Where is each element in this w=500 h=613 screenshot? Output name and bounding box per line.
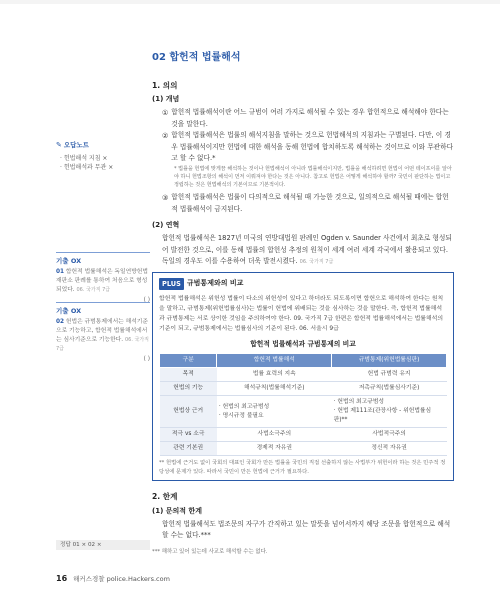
table-cell: · 헌법의 최고규범성 · 명시규정 불필요 bbox=[217, 396, 332, 428]
ox-head: 기출 OX bbox=[56, 252, 150, 266]
table-header: 합헌적 법률해석 bbox=[217, 354, 332, 368]
answer-bracket: ( ) bbox=[143, 297, 150, 304]
section-2 bbox=[152, 491, 454, 556]
plus-header bbox=[159, 278, 447, 290]
plus-title: 규범통제와의 비교 bbox=[186, 279, 244, 288]
numbered-item: ② 합헌적 법률해석은 법률의 해석지침을 말하는 것으로 헌법해석의 지침과는 구별된다. 다만, 이 경우 법률해석이지만 헌법에 대한 해석을 동해 헌법에 합치하도록 해석하는 것이므로 이와 무관하다고 할 수 없다.* bbox=[162, 131, 454, 163]
table-header: 구분 bbox=[160, 354, 217, 368]
answer-key: 정답 01 × 02 × bbox=[56, 540, 150, 550]
table-cell: 해석규칙(법률해석기준) bbox=[217, 382, 332, 396]
table-cell: 헌법 규범력 유지 bbox=[332, 368, 447, 382]
sidebar-memo bbox=[56, 140, 150, 173]
subsection-heading: (2) 연혁 bbox=[152, 221, 180, 230]
footnote: *** 해하고 있어 있는데 사교로 해석할 수는 없다. bbox=[152, 548, 268, 555]
page-footer bbox=[56, 573, 170, 585]
table-row bbox=[160, 442, 447, 456]
table-cell: 사법소극주의 bbox=[217, 428, 332, 442]
memo-item: · 헌법해석 지침 × bbox=[60, 154, 108, 162]
table-cell: 저촉규칙(법률심사기준) bbox=[332, 382, 447, 396]
numbered-item: ① 합헌적 법률해석이란 어느 규범이 여러 가지로 해석될 수 있는 경우 합헌적으로 해석해야 한다는 것을 말한다. bbox=[162, 108, 449, 128]
table-header: 규범통제(위헌법률심판) bbox=[332, 354, 447, 368]
ox-quiz-2 bbox=[56, 302, 150, 364]
section-heading: 2. 한계 bbox=[152, 492, 178, 502]
plus-tag: PLUS bbox=[159, 278, 184, 290]
memo-item: · 헌법해석과 무관 × bbox=[60, 164, 114, 172]
subsection-heading: (1) 문의적 한계 bbox=[152, 506, 202, 515]
table-cell: 목적 bbox=[160, 368, 217, 382]
table-cell: · 헌법의 최고규범성 · 헌법 제111조(관장사항 - 위헌법률심판)** bbox=[332, 396, 447, 428]
answer-bracket: ( ) bbox=[143, 356, 150, 362]
page-number: 16 bbox=[56, 574, 68, 583]
main-content bbox=[152, 50, 454, 556]
ox-head: 기출 OX bbox=[56, 302, 150, 316]
table-cell: 정신적 자유권 bbox=[332, 442, 447, 456]
table-row bbox=[160, 428, 447, 442]
footer-text: 해커스경찰 police.Hackers.com bbox=[73, 575, 170, 583]
pencil-icon: ✎ bbox=[56, 141, 62, 149]
table-row bbox=[160, 396, 447, 428]
table-cell: 헌법의 기능 bbox=[160, 382, 217, 396]
plus-body: 합헌적 법률해석은 위헌성 법률이 다소의 위헌성이 있다고 하더라도 되도록이면 합헌으로 해석하여 한다는 원칙을 말하고, 규범통제(위헌법률심사)는 법률이 헌법에 위배되는 것을 심사하는 것을 말한다. 즉, 합헌적 법률해석과 규범통제는 서로 상이한 것임을 주의하여야 한다. 09. 국가직 7급 한편은 합헌적 법률해석에서는 법률해석의 기준이 되고, 규범통제에서는 법률심사의 기준이 된다. 06. 서울시 9급 bbox=[159, 295, 444, 332]
chapter-title: 02 합헌적 법률해석 bbox=[152, 52, 241, 63]
table-cell: 법률 효력의 지속 bbox=[217, 368, 332, 382]
memo-title: ✎ 오답노트 bbox=[56, 141, 89, 150]
comparison-table bbox=[159, 353, 447, 456]
table-row bbox=[160, 382, 447, 396]
section-heading: 1. 의의 bbox=[152, 80, 178, 90]
table-cell: 헌법상 근거 bbox=[160, 396, 217, 428]
plus-box bbox=[152, 272, 454, 482]
top-bar bbox=[0, 0, 500, 4]
ox-question: 01 합헌적 법률해석은 독일연방헌법재판소 판례를 통하여 처음으로 형성되었다. 06. 국가직 7급 bbox=[56, 269, 149, 294]
table-cell: 사법적극주의 bbox=[332, 428, 447, 442]
table-cell: 경제적 자유권 bbox=[217, 442, 332, 456]
table-header-row bbox=[160, 354, 447, 368]
history-paragraph: 합헌적 법률해석은 1827년 미국의 연방대법원 판례인 Ogden v. Saunder 사건에서 최초로 형성되어 발전한 것으로, 이를 동해 법률의 합헌성 추정의 원칙이 세계 여러 세계 각국에서 활용되고 있다. 독일의 경우도 이를 수용하여 더욱 발전시켰다. 06. 국가직 7급 bbox=[162, 233, 452, 266]
table-cell: 관련 기본권 bbox=[160, 442, 217, 456]
subsection-heading: (1) 개념 bbox=[152, 95, 180, 104]
limit-paragraph: 합헌적 법률해석도 법조문의 자구가 간직하고 있는 말뜻을 넘어서까지 해당 조문을 합헌적으로 해석할 수는 없다.*** bbox=[162, 519, 451, 540]
table-cell: 적극 vs 소극 bbox=[160, 428, 217, 442]
table-row bbox=[160, 368, 447, 382]
table-title: 합헌적 법률해석과 규범통제의 비교 bbox=[250, 339, 356, 348]
ox-quiz-1 bbox=[56, 252, 150, 305]
footnote: * 법률을 헌법에 맞게끔 해석하는 것이나 헌법해석이 아니라 법률해석이지만, 법률을 해석하려면 헌법이 어떤 테이프이를 알아야 하니 헌법조항의 해석이 먼저 이뤄져야 한다는 것은 아니다. 참고로 헌법은 어떻게 해석하야 할까? 국민이 판단하는 법이고 정립하는 것은 헌법해석의 기본이므로 기본적이다. bbox=[174, 165, 452, 188]
ox-question: 02 헌법은 규범통제에서는 해석기준으로 기능하고, 합헌적 법률해석에서는 심사기준으로 기능한다. 06. 국가직 7급 bbox=[56, 319, 150, 353]
table-note: ** 헌법에 근거도 없이 국회의 대표인 국회가 만든 법률을 국민의 직접 선출하지 않는 사법부가 위헌이라 하는 것은 민주적 정당성에 문제가 있다. 따라서 국민이 만든 헌법에 근거가 필요하다. bbox=[159, 460, 446, 475]
numbered-item: ③ 합헌적 법률해석은 법률이 다의적으로 해석될 때 가능한 것으로, 일의적으로 해석될 때에는 합헌적 법률해석이 금지된다. bbox=[162, 193, 449, 213]
